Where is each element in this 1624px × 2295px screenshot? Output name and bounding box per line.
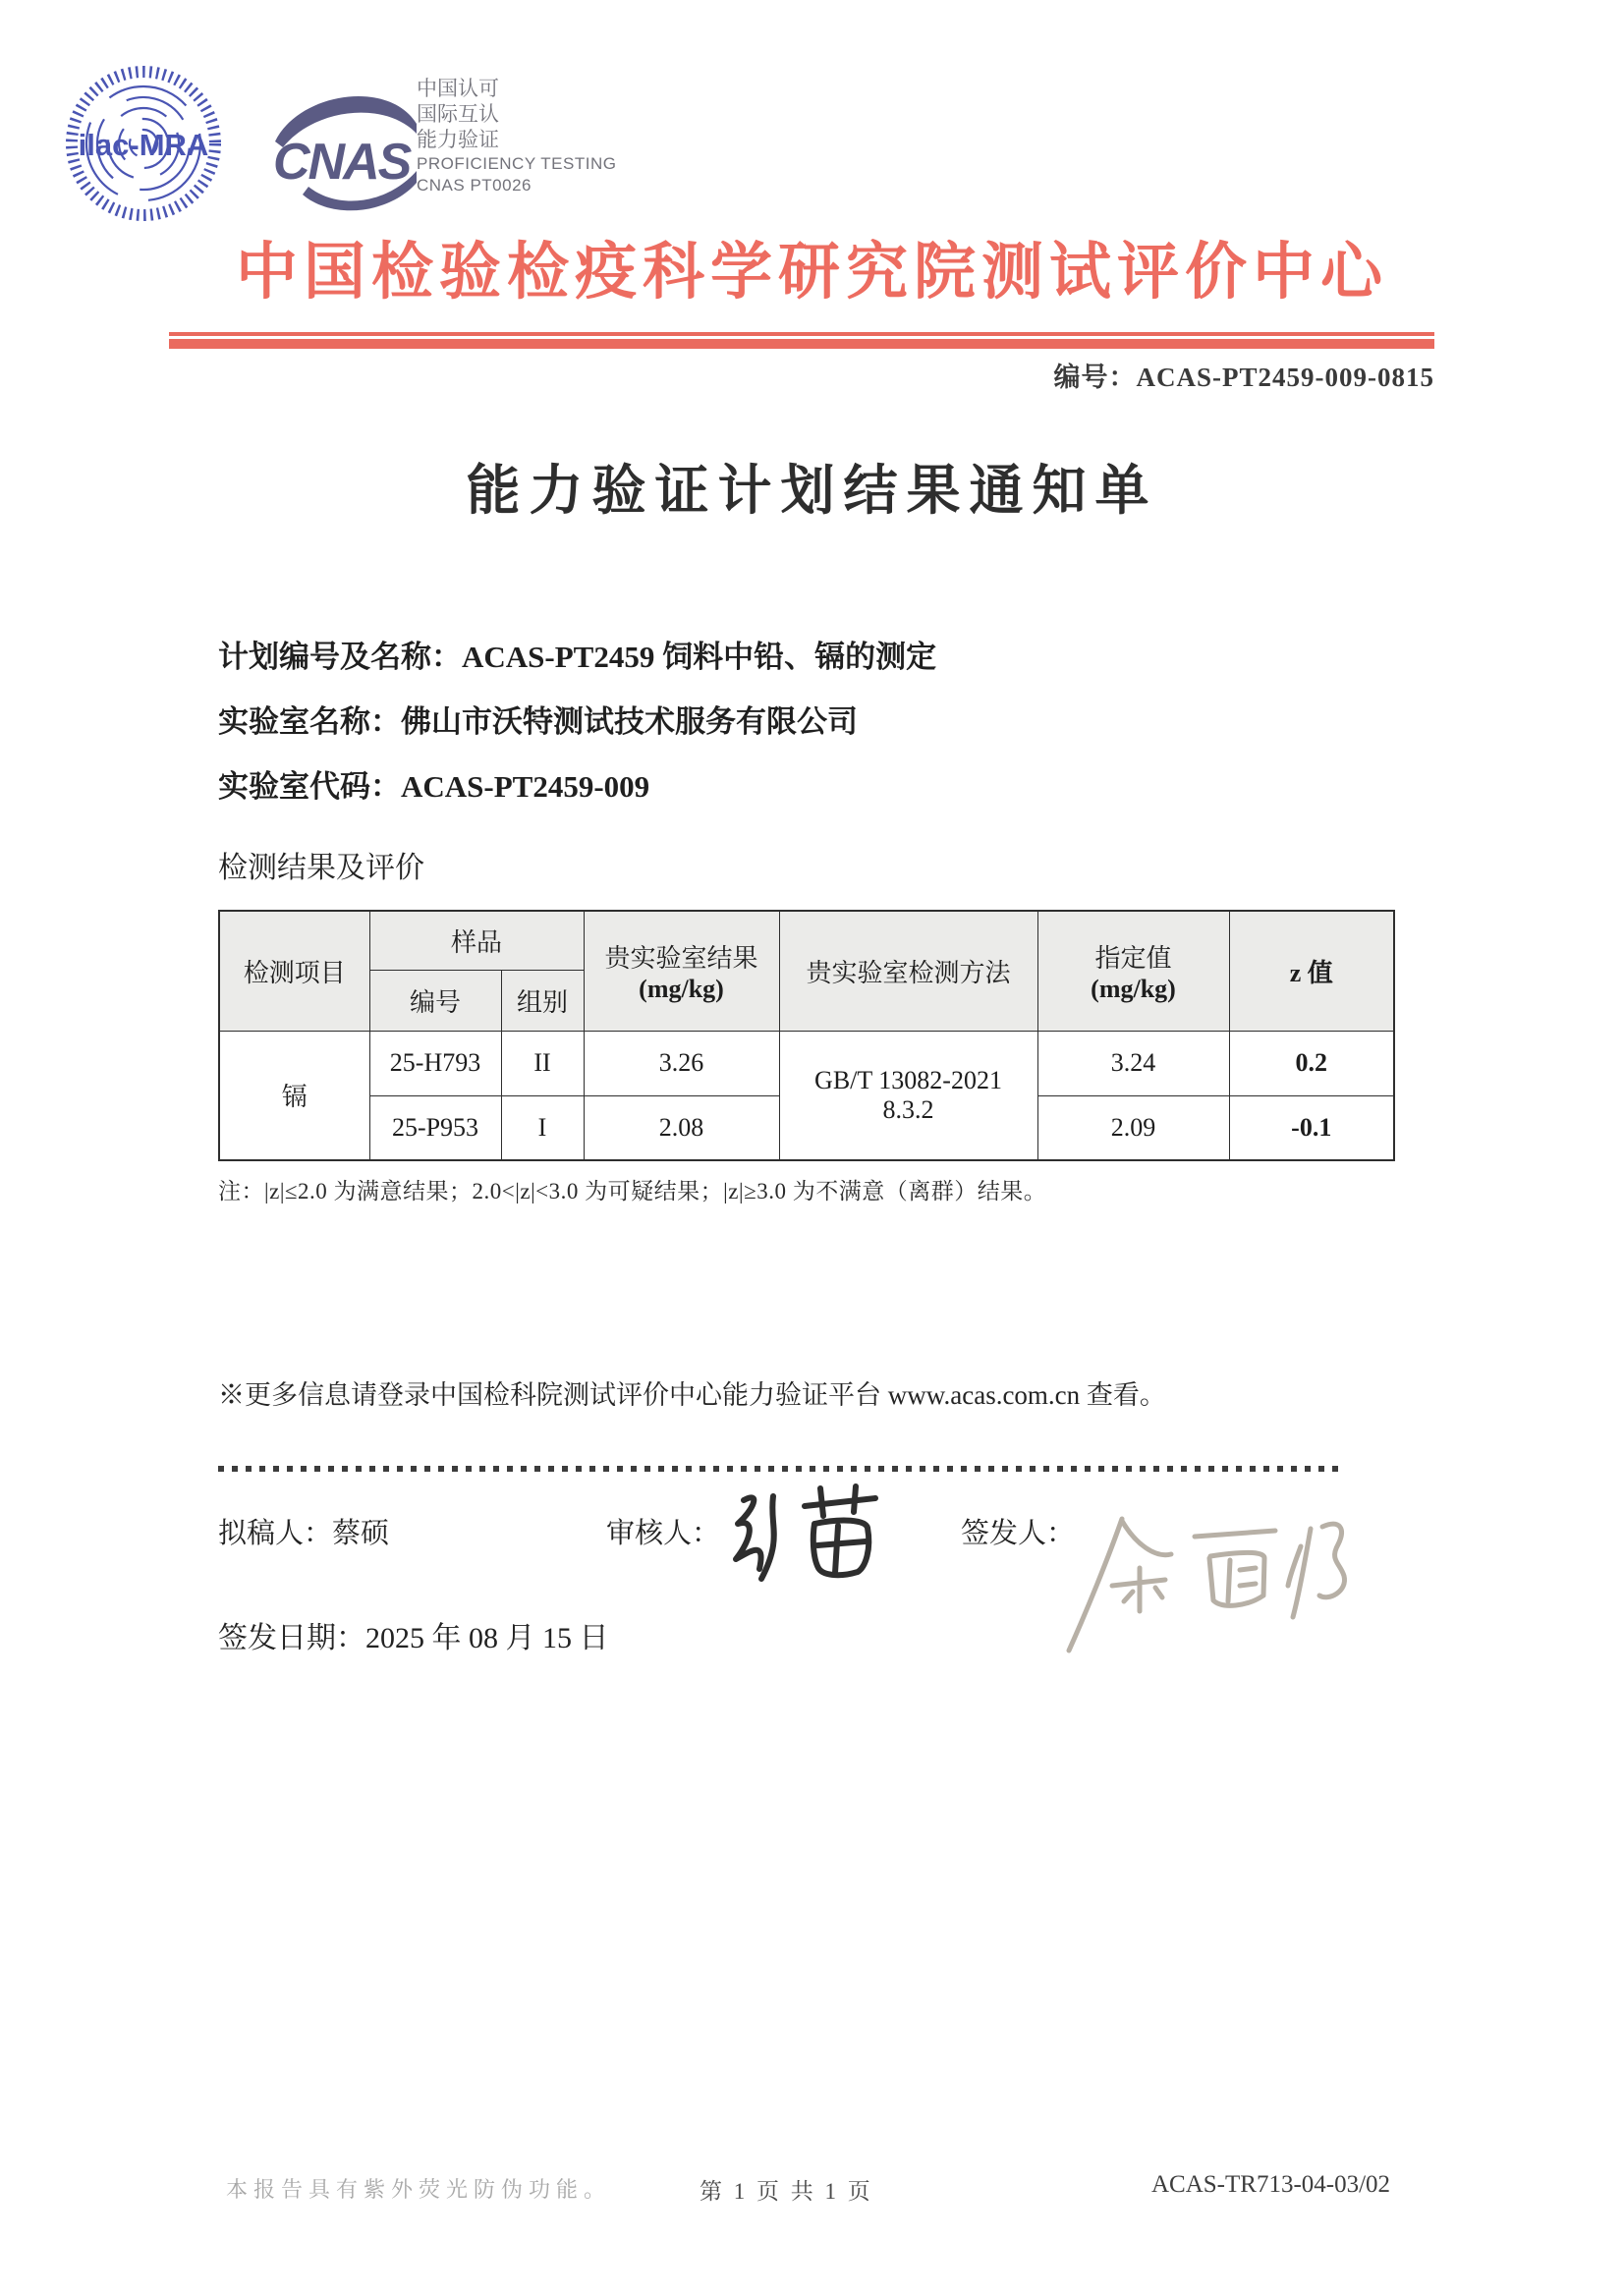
footer-security-note: 本报告具有紫外荧光防伪功能。 [226, 2177, 612, 2202]
issuer-signature-handwriting [1061, 1501, 1366, 1668]
col-header-sample-no: 编号 [369, 970, 501, 1031]
results-table [218, 910, 1395, 1161]
method-line1: GB/T 13082-2021 [814, 1065, 1002, 1094]
dotted-divider [218, 1466, 1346, 1472]
document-number-label: 编号： [1053, 363, 1137, 392]
issuer-label: 签发人： [961, 1518, 1076, 1549]
col-header-sample-group: 组别 [501, 970, 584, 1031]
table-row [219, 1031, 1394, 1095]
z-cell: 0.2 [1229, 1031, 1394, 1095]
plan-number-line [218, 625, 936, 690]
document-number-value: ACAS-PT2459-009-0815 [1136, 363, 1434, 392]
more-info-line: ※更多信息请登录中国检科院测试评价中心能力验证平台 www.acas.com.cn 查看。 [218, 1380, 1166, 1410]
lab-code-line [218, 755, 936, 819]
lab-result-title: 贵实验室结果 [604, 943, 758, 973]
assigned-cell: 2.09 [1037, 1095, 1229, 1160]
z-cell: -0.1 [1229, 1095, 1394, 1160]
col-header-assigned [1037, 911, 1229, 1031]
ilac-mra-label: ilac-MRA [78, 128, 209, 162]
drafter-name: 蔡硕 [332, 1518, 390, 1549]
results-section-heading: 检测结果及评价 [218, 852, 424, 884]
sample-no-cell: 25-P953 [369, 1095, 501, 1160]
issue-date-value: 2025 年 08 月 15 日 [365, 1622, 609, 1654]
drafter-label: 拟稿人： [218, 1518, 333, 1549]
cnas-label: CNAS [273, 134, 411, 191]
issue-date-label: 签发日期： [218, 1622, 365, 1654]
lab-code-value: ACAS-PT2459-009 [401, 769, 650, 804]
z-score-note: 注：|z|≤2.0 为满意结果；2.0<|z|<3.0 为可疑结果；|z|≥3.0 为不满意（离群）结果。 [218, 1179, 1047, 1203]
method-cell [779, 1031, 1037, 1160]
accreditation-text-block [417, 77, 616, 196]
cnas-logo-icon [271, 79, 420, 218]
accreditation-line-en1: PROFICIENCY TESTING [417, 154, 617, 173]
assigned-unit: (mg/kg) [1091, 974, 1176, 1003]
plan-number-label: 计划编号及名称： [218, 640, 462, 674]
analyte-cell: 镉 [219, 1031, 369, 1160]
col-header-item: 检测项目 [219, 911, 369, 1031]
assigned-title: 指定值 [1094, 943, 1172, 973]
accreditation-line-en2: CNAS PT0026 [417, 176, 532, 195]
group-cell: II [501, 1031, 584, 1095]
footer-page-info: 第 1 页 共 1 页 [700, 2179, 873, 2204]
method-line2: 8.3.2 [882, 1094, 934, 1124]
col-header-lab-result [584, 911, 779, 1031]
lab-result-unit: (mg/kg) [639, 974, 724, 1003]
header-divider-thin-line [169, 332, 1434, 336]
col-header-method: 贵实验室检测方法 [779, 911, 1037, 1031]
ilac-mra-logo-icon [63, 63, 224, 224]
reviewer-label: 审核人： [606, 1518, 721, 1549]
col-header-z: z 值 [1229, 911, 1394, 1031]
lab-name-line [218, 690, 936, 755]
accreditation-line-cn2: 国际互认 [417, 103, 499, 126]
result-cell: 3.26 [584, 1031, 779, 1095]
reviewer-signature-handwriting [722, 1477, 894, 1595]
accreditation-line-cn1: 中国认可 [417, 78, 499, 100]
issue-date-line [218, 1613, 609, 1656]
document-number [1054, 356, 1435, 394]
result-cell: 2.08 [584, 1095, 779, 1160]
assigned-cell: 3.24 [1037, 1031, 1229, 1095]
group-cell: I [501, 1095, 584, 1160]
plan-number-value: ACAS-PT2459 饲料中铅、镉的测定 [462, 640, 937, 674]
lab-name-label: 实验室名称： [218, 704, 401, 739]
organization-title: 中国检验检疫科学研究院测试评价中心 [236, 238, 1388, 307]
lab-name-value: 佛山市沃特测试技术服务有限公司 [401, 704, 858, 739]
col-header-sample: 样品 [369, 911, 584, 970]
sample-no-cell: 25-H793 [369, 1031, 501, 1095]
drafter-line [218, 1511, 389, 1551]
accreditation-line-cn3: 能力验证 [417, 129, 499, 151]
header-divider [169, 332, 1434, 349]
lab-code-label: 实验室代码： [218, 769, 401, 804]
info-block [218, 625, 936, 819]
header-divider-thick-line [169, 339, 1434, 349]
page-title: 能力验证计划结果通知单 [466, 461, 1158, 521]
footer-doc-code: ACAS-TR713-04-03/02 [1151, 2171, 1391, 2198]
